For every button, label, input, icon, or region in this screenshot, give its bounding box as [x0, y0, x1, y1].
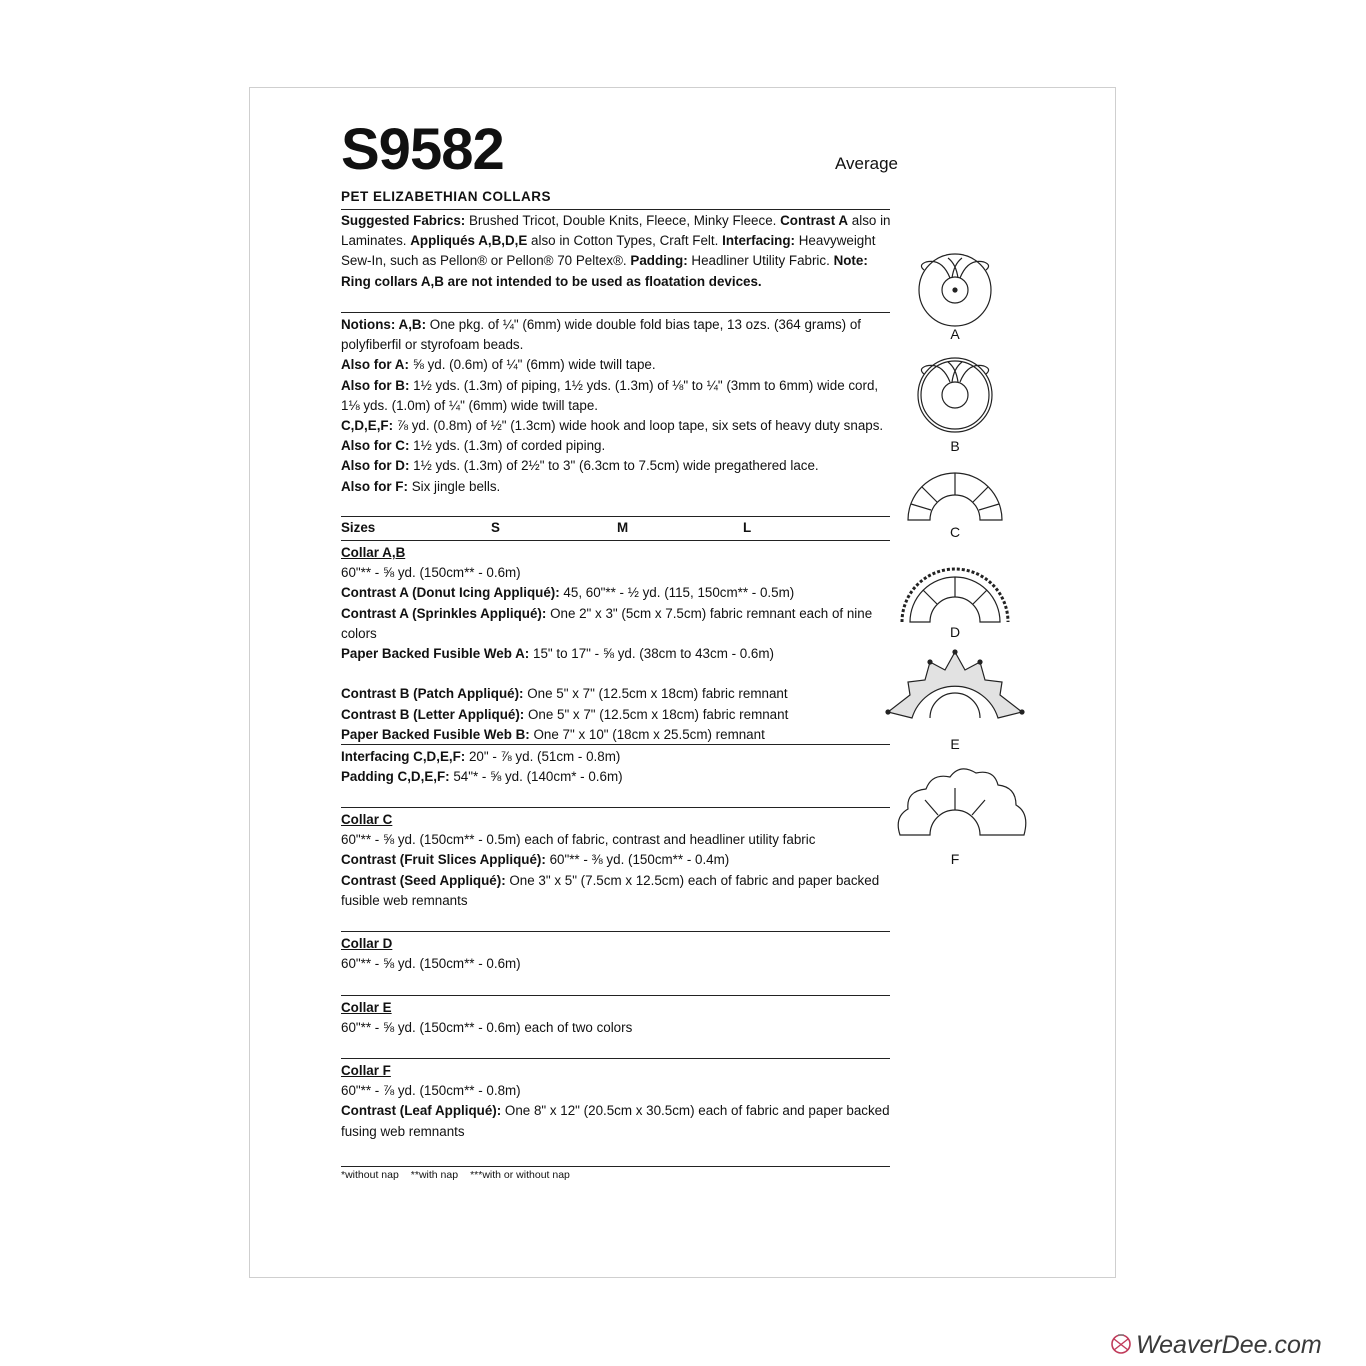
view-d-label: D	[949, 624, 961, 640]
collar-ab-section: Collar A,B 60"** - ⅝ yd. (150cm** - 0.6m) Contrast A (Donut Icing Appliqué): 45, 60"** - ½ yd. (115, 150cm** - 0.5m) Contrast A (Sprinkles Appliqué): One 2" x 3" (5cm x 7.5cm) fabric remnant each of nine colors Paper Backed Fusible Web A: 15" to 17" - ⅝ yd. (38cm to 43cm - 0.6m) Contrast B (Patch Appliqué): One 5" x 7" (12.5cm x 18cm) fabric remnant Contrast B (Letter Appliqué): One 5" x 7" (12.5cm x 18cm) fabric remnant Paper Backed Fusible Web B: One 7" x 10" (18cm x 25.5cm) remnant	[341, 545, 873, 742]
divider	[341, 516, 890, 517]
divider	[341, 540, 890, 541]
divider	[341, 1058, 890, 1059]
notions-section	[341, 315, 893, 497]
section-heading: Collar C	[341, 812, 393, 827]
view-illustrations	[880, 240, 1040, 880]
collar-c-section: Collar C 60"** - ⅝ yd. (150cm** - 0.5m) each of fabric, contrast and headliner utility fabric Contrast (Fruit Slices Appliqué): 60"** - ⅜ yd. (150cm** - 0.4m) Contrast (Seed Appliqué): One 3" x 5" (7.5cm x 12.5cm) each of fabric and paper backed fusible web remnants	[341, 812, 880, 908]
divider	[341, 931, 890, 932]
view-a-illustration	[919, 254, 991, 326]
view-f-illustration	[898, 769, 1026, 835]
view-f-label: F	[950, 851, 960, 867]
notion-row: Also for C: 1½ yds. (1.3m) of corded piping.	[341, 438, 606, 454]
notion-row: Also for F: Six jingle bells.	[341, 478, 501, 494]
pattern-title: PET ELIZABETHIAN COLLARS	[341, 189, 551, 204]
section-heading: Collar E	[341, 1000, 392, 1015]
collar-d-section: Collar D 60"** - ⅝ yd. (150cm** - 0.6m)	[341, 936, 521, 972]
view-e-label: E	[950, 736, 960, 752]
view-c-label: C	[949, 524, 961, 540]
collar-f-section: Collar F 60"** - ⅞ yd. (150cm** - 0.8m) Contrast (Leaf Appliqué): One 8" x 12" (20.5cm x 30.5cm) each of fabric and paper backed fusing web remnants	[341, 1063, 890, 1139]
notion-row: Also for A: ⅝ yd. (0.6m) of ¼" (6mm) wide twill tape.	[341, 357, 656, 373]
size-m: M	[617, 520, 629, 535]
divider	[341, 312, 890, 313]
notion-row: Notions: A,B: One pkg. of ¼" (6mm) wide double fold bias tape, 13 ozs. (364 grams) of polyfiberfil or styrofoam beads.	[341, 317, 862, 353]
section-heading: Collar F	[341, 1063, 391, 1078]
view-d-illustration	[902, 569, 1008, 622]
fabrics-section: Suggested Fabrics: Brushed Tricot, Double Knits, Fleece, Minky Fleece. Contrast A also in Laminates. Appliqués A,B,D,E also in Cotton Types, Craft Felt. Interfacing: Heavyweight Sew-In, such as Pellon® or Pellon® 70 Peltex®. Padding: Headliner Utility Fabric. Note: Ring collars A,B are not intended to be used as floatation devices.	[341, 213, 891, 289]
view-c-illustration	[908, 473, 1002, 520]
divider	[341, 744, 890, 745]
brand-watermark: WeaverDee.com	[1136, 1331, 1322, 1359]
view-e-illustration	[886, 650, 1024, 718]
footnotes: *without nap **with nap ***with or without nap	[341, 1169, 570, 1181]
sizes-label: Sizes	[341, 520, 376, 535]
divider	[341, 995, 890, 996]
pattern-code: S9582	[341, 117, 504, 182]
difficulty-level: Average	[835, 154, 899, 173]
yarn-logo-icon	[1108, 1330, 1134, 1356]
view-b-illustration	[918, 358, 992, 432]
notion-row: Also for B: 1½ yds. (1.3m) of piping, 1½ yds. (1.3m) of ⅛" to ¼" (3mm to 6mm) wide cord, 1⅛ yds. (1.0m) of ¼" (6mm) wide twill tape.	[341, 377, 879, 413]
section-heading: Collar A,B	[341, 545, 406, 560]
notion-row: Also for D: 1½ yds. (1.3m) of 2½" to 3" (6.3cm to 7.5cm) wide pregathered lace.	[341, 458, 819, 474]
divider	[341, 807, 890, 808]
divider	[341, 1166, 890, 1167]
notion-row: C,D,E,F: ⅞ yd. (0.8m) of ½" (1.3cm) wide hook and loop tape, six sets of heavy duty snaps.	[341, 418, 884, 434]
divider	[341, 209, 890, 210]
view-b-label: B	[950, 438, 960, 454]
interfacing-section: Interfacing C,D,E,F: 20" - ⅞ yd. (51cm - 0.8m) Padding C,D,E,F: 54"* - ⅝ yd. (140cm* - 0.6m)	[341, 749, 623, 785]
size-s: S	[491, 520, 500, 535]
view-a-label: A	[950, 326, 960, 342]
collar-e-section: Collar E 60"** - ⅝ yd. (150cm** - 0.6m) each of two colors	[341, 1000, 633, 1036]
size-l: L	[743, 520, 752, 535]
section-heading: Collar D	[341, 936, 393, 951]
